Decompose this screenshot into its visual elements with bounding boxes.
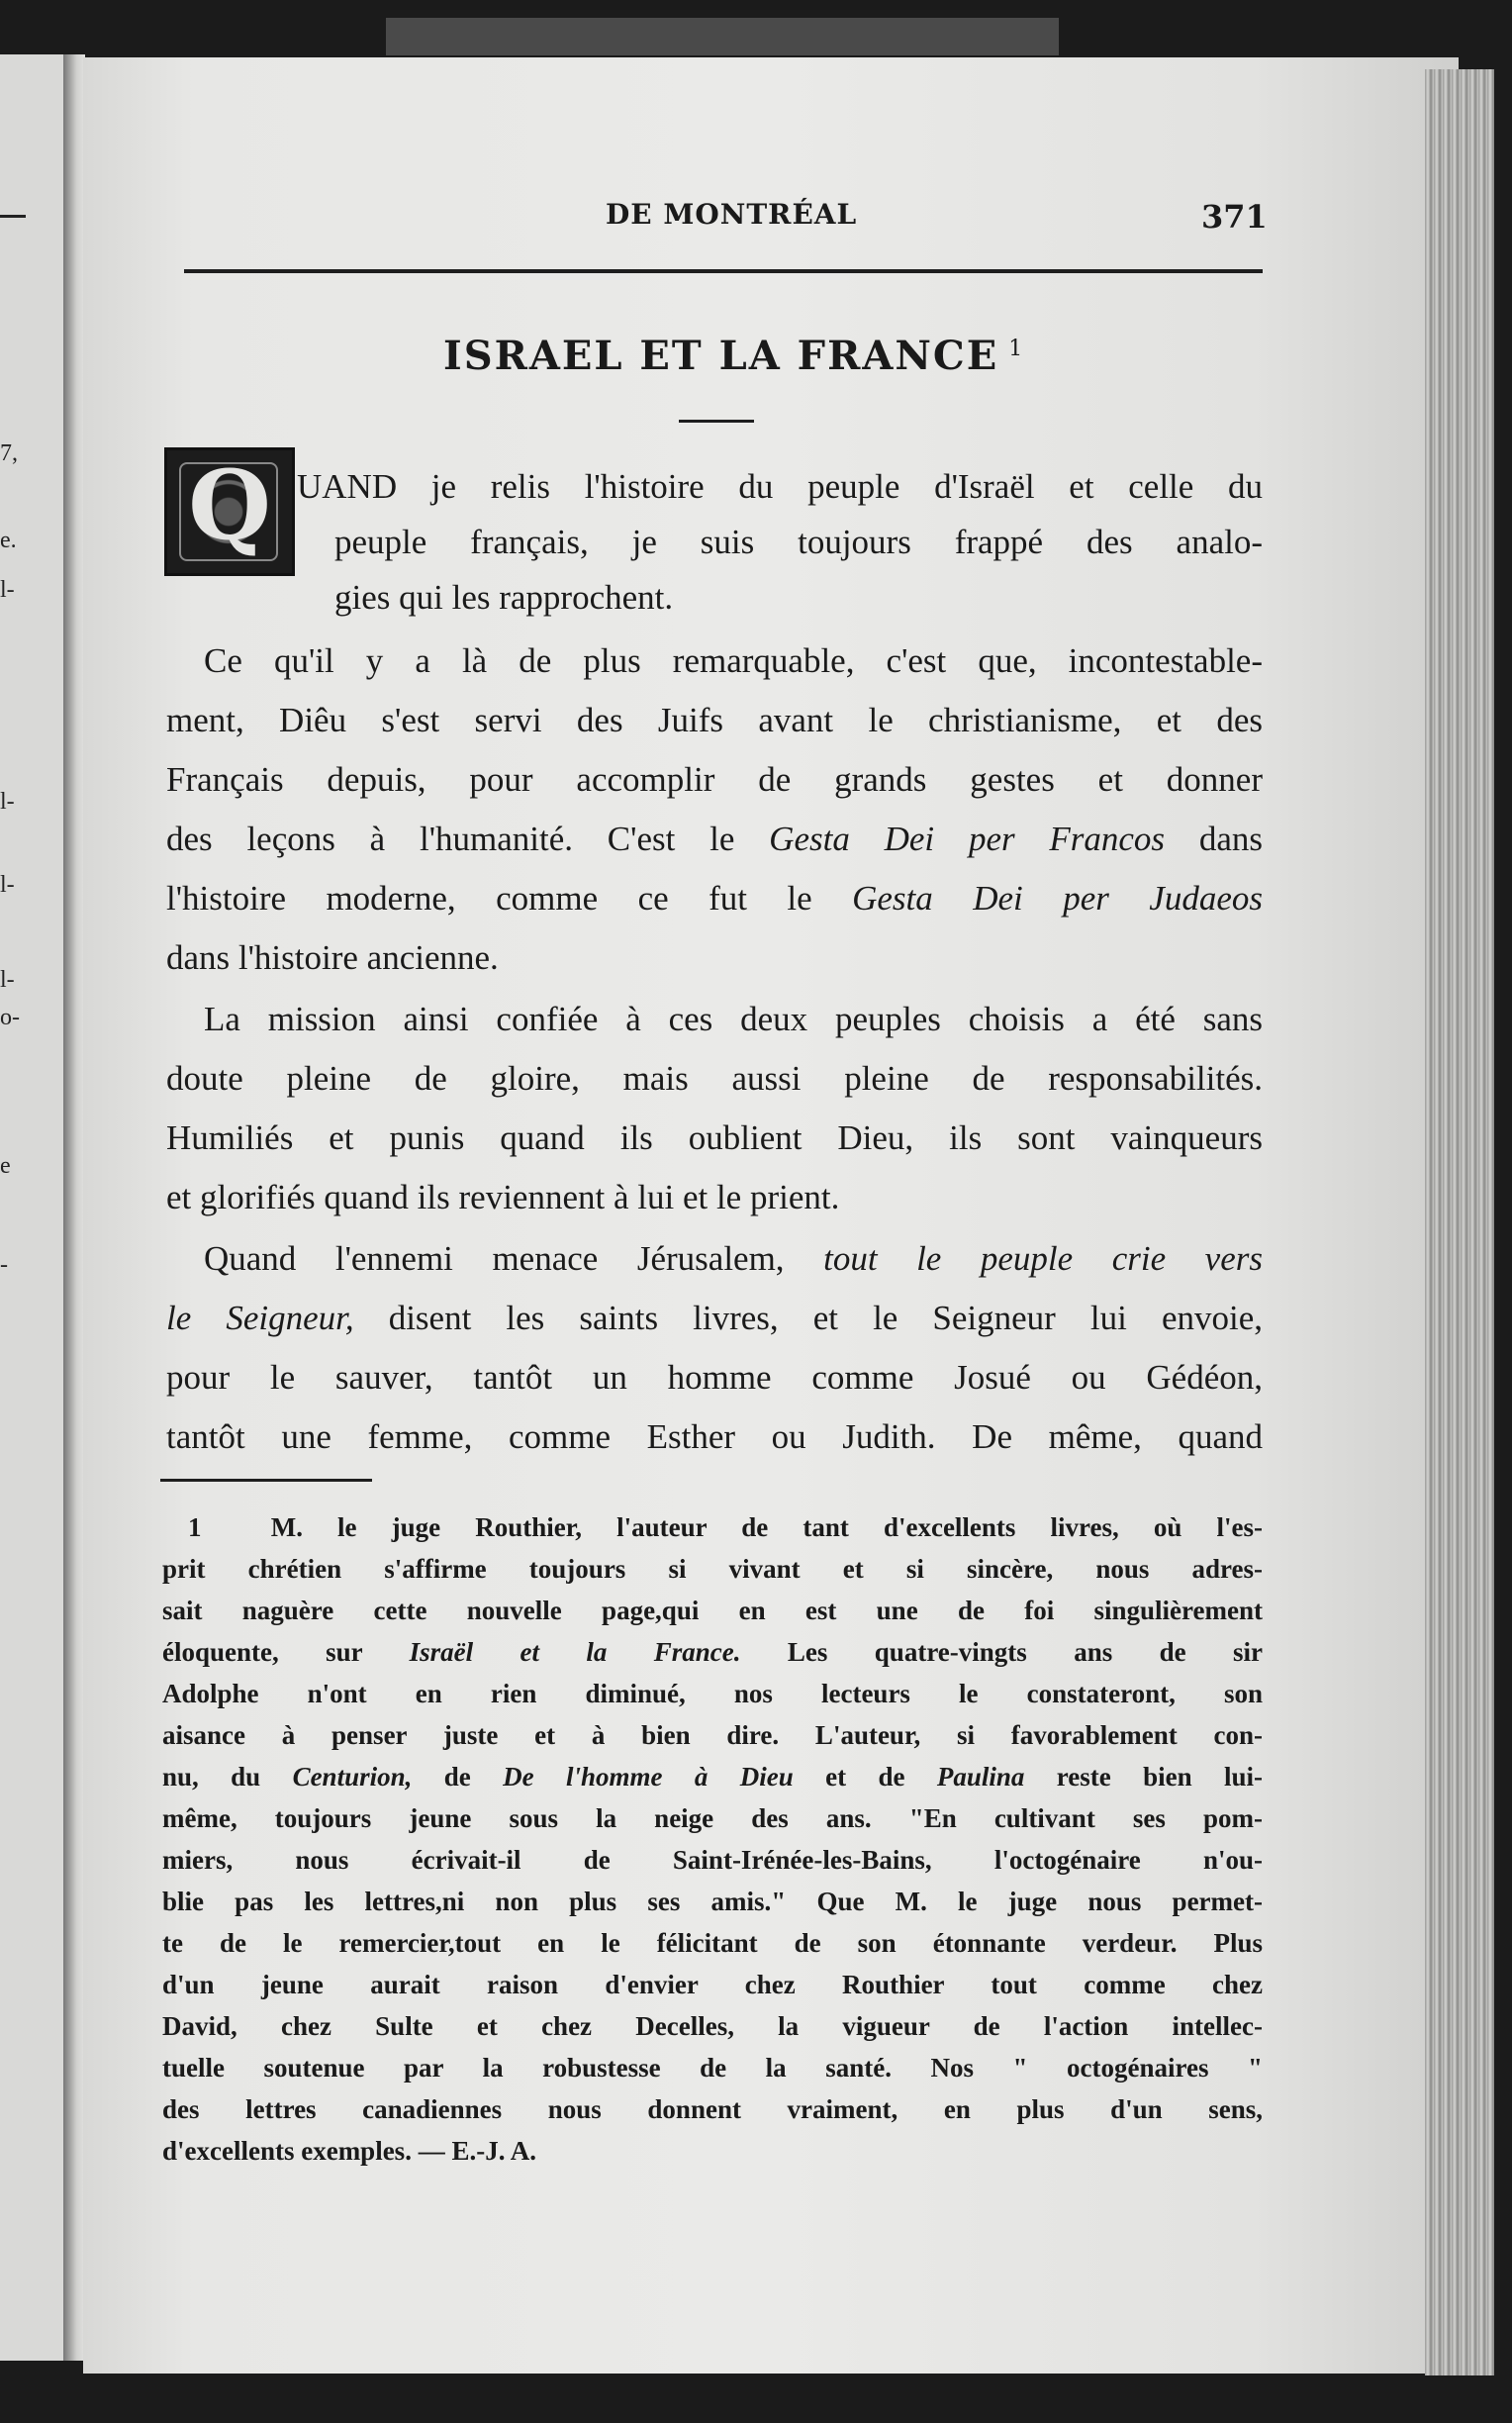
text-line: ment, Diêu s'est servi des Juifs avant le christianisme, et des — [166, 701, 1263, 739]
footnote-line: David, chez Sulte et chez Decelles, la vigueur de l'action intellec- — [162, 2011, 1263, 2041]
page-number: 371 — [1201, 198, 1268, 236]
text-segment: des leçons à l'humanité. C'est le — [166, 820, 770, 858]
text-segment: disent les saints livres, et le Seigneur lui envoie, — [353, 1299, 1263, 1337]
text-segment: Les quatre-vingts ans de sir — [740, 1637, 1264, 1667]
text-segment: éloquente, sur — [162, 1637, 410, 1667]
text-line: Français depuis, pour accomplir de grands gestes et donner — [166, 760, 1263, 799]
left-page-fragment: l- — [0, 789, 15, 815]
left-page-fragment: e — [0, 1153, 11, 1179]
work-title: Centurion, — [292, 1762, 413, 1792]
footnote-marker: 1 — [188, 1512, 202, 1542]
footnote-line: Adolphe n'ont en rien diminué, nos lecteurs le constateront, son — [162, 1679, 1263, 1708]
quoted-phrase: le Seigneur, — [166, 1299, 354, 1337]
left-page-fragment: l- — [0, 967, 15, 993]
quoted-phrase: tout le peuple crie vers — [823, 1239, 1263, 1278]
title-rule — [679, 420, 754, 423]
text-line: Ce qu'il y a là de plus remarquable, c'est que, incontestable- — [204, 641, 1263, 680]
work-title: De l'homme à Dieu — [503, 1762, 794, 1792]
text-segment: reste bien lui- — [1024, 1762, 1263, 1792]
text-line: Humiliés et punis quand ils oublient Dieu, ils sont vainqueurs — [166, 1118, 1263, 1157]
footnote-rule — [160, 1479, 372, 1482]
drop-cap-ornament — [164, 447, 295, 576]
text-line: UAND je relis l'histoire du peuple d'Israël et celle du — [297, 467, 1263, 506]
footnote-line: même, toujours jeune sous la neige des ans. "En cultivant ses pom- — [162, 1803, 1263, 1833]
footnote-reference: 1 — [1008, 336, 1025, 361]
footnote-line: prit chrétien s'affirme toujours si vivant et si sincère, nous adres- — [162, 1554, 1263, 1584]
text-segment: de — [412, 1762, 504, 1792]
text-line: doute pleine de gloire, mais aussi pleine de responsabilités. — [166, 1059, 1263, 1098]
left-page-fragment: 7, — [0, 440, 18, 466]
text-line: gies qui les rapprochent. — [334, 578, 674, 617]
drop-cap-letter: Q — [188, 449, 271, 561]
left-page-fragment: - — [0, 1252, 8, 1278]
text-segment: l'histoire moderne, comme ce fut le — [166, 879, 853, 918]
left-page-fragment: l- — [0, 872, 15, 898]
work-title: Israël et la France. — [409, 1637, 741, 1667]
text-line: et glorifiés quand ils reviennent à lui et le prient. — [166, 1178, 840, 1216]
text-line — [166, 822, 1263, 856]
footnote-line: sait naguère cette nouvelle page,qui en est une de foi singulièrement — [162, 1596, 1263, 1625]
text-line — [166, 1301, 1263, 1335]
text-line: dans l'histoire ancienne. — [166, 938, 499, 977]
footnote-line: d'un jeune aurait raison d'envier chez Routhier tout comme chez — [162, 1970, 1263, 1999]
work-title: Paulina — [936, 1762, 1025, 1792]
article-title-text: ISRAEL ET LA FRANCE — [443, 333, 999, 379]
footnote-line — [162, 1639, 1263, 1666]
left-page-fragment: o- — [0, 1005, 20, 1030]
text-segment: nu, du — [162, 1762, 293, 1792]
latin-phrase: Gesta Dei per Francos — [769, 820, 1166, 858]
text-line: tantôt une femme, comme Esther ou Judith. De même, quand — [166, 1417, 1263, 1456]
footnote-line: miers, nous écrivait-il de Saint-Irénée-les-Bains, l'octogénaire n'ou- — [162, 1845, 1263, 1875]
footnote-line: tuelle soutenue par la robustesse de la santé. Nos " octogénaires " — [162, 2053, 1263, 2083]
text-line: pour le sauver, tantôt un homme comme Josué ou Gédéon, — [166, 1358, 1263, 1397]
footnote-line: te de le remercier,tout en le félicitant de son étonnante verdeur. Plus — [162, 1928, 1263, 1958]
text-line — [204, 1241, 1263, 1276]
text-line — [166, 881, 1263, 916]
text-segment: dans — [1165, 820, 1263, 858]
footnote-line — [162, 1764, 1263, 1791]
text-segment: M. le juge Routhier, l'auteur de tant d'excellents livres, où l'es- — [270, 1512, 1263, 1542]
footnote-line: blie pas les lettres,ni non plus ses amis." Que M. le juge nous permet- — [162, 1887, 1263, 1916]
left-page-fragment: e. — [0, 528, 17, 553]
article-title — [443, 333, 1024, 379]
left-page-fragment: l- — [0, 577, 15, 603]
latin-phrase: Gesta Dei per Judaeos — [852, 879, 1263, 918]
text-segment: Quand l'ennemi menace Jérusalem, — [204, 1239, 824, 1278]
footnote-line: d'excellents exemples. — E.-J. A. — [162, 2136, 536, 2166]
footnote-line: des lettres canadiennes nous donnent vraiment, en plus d'un sens, — [162, 2094, 1263, 2124]
text-segment: et de — [793, 1762, 937, 1792]
running-head: DE MONTRÉAL — [606, 198, 858, 231]
text-line: La mission ainsi confiée à ces deux peuples choisis a été sans — [204, 1000, 1263, 1038]
header-rule — [184, 269, 1263, 273]
footnote-line: aisance à penser juste et à bien dire. L'auteur, si favorablement con- — [162, 1720, 1263, 1750]
footnote-line — [188, 1514, 1263, 1541]
text-line: peuple français, je suis toujours frappé des analo- — [334, 523, 1263, 561]
